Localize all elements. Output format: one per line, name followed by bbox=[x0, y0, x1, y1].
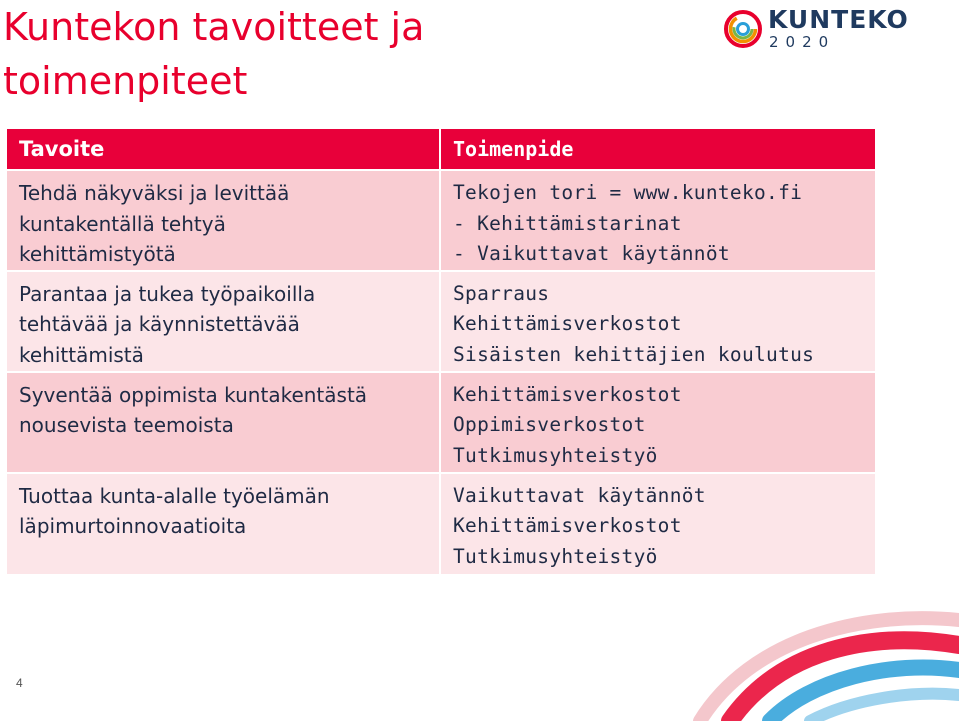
action-cell bbox=[440, 170, 875, 271]
action-line: Sparraus bbox=[453, 281, 550, 305]
action-line: Kehittämisverkostot bbox=[453, 382, 682, 406]
slide-title bbox=[3, 0, 563, 108]
logo-year: 2020 bbox=[769, 33, 836, 51]
goal-line: kuntakentällä tehtyä bbox=[19, 211, 226, 236]
action-line: Tekojen tori = www.kunteko.fi bbox=[453, 181, 803, 204]
kunteko-logo-rings-icon bbox=[722, 4, 766, 54]
goal-line: tehtävää ja käynnistettävää bbox=[19, 312, 300, 336]
goal-line: nousevista teemoista bbox=[19, 413, 234, 437]
table-row bbox=[7, 372, 875, 473]
action-cell bbox=[440, 473, 875, 574]
logo-name: KUNTEKO bbox=[768, 5, 909, 34]
header-goal: Tavoite bbox=[7, 129, 440, 170]
action-line: Vaikuttavat käytännöt bbox=[453, 483, 706, 507]
table-row bbox=[7, 170, 875, 271]
action-cell bbox=[440, 271, 875, 372]
goal-cell bbox=[7, 372, 440, 473]
action-line: Tutkimusyhteistyö bbox=[453, 544, 658, 568]
page-number: 4 bbox=[16, 676, 23, 690]
action-line: Kehittämisverkostot bbox=[453, 514, 682, 537]
table-header-row bbox=[7, 129, 875, 170]
kunteko-logo bbox=[722, 4, 912, 54]
goal-line: Syventää oppimista kuntakentästä bbox=[19, 382, 368, 407]
goals-actions-table bbox=[7, 129, 875, 574]
goal-line: kehittämistä bbox=[19, 342, 144, 367]
action-line: Kehittämisverkostot bbox=[453, 312, 682, 335]
action-line: Sisäisten kehittäjien koulutus bbox=[453, 342, 815, 366]
goal-line: Parantaa ja tukea työpaikoilla bbox=[19, 281, 316, 306]
action-line: - Vaikuttavat käytännöt bbox=[453, 242, 730, 265]
table-row bbox=[7, 271, 875, 372]
goal-cell bbox=[7, 271, 440, 372]
table-row bbox=[7, 473, 875, 574]
slide-title-line-2: toimenpiteet bbox=[3, 59, 248, 103]
header-action: Toimenpide bbox=[440, 129, 875, 170]
goal-line: Tuottaa kunta-alalle työelämän bbox=[19, 483, 330, 508]
goal-cell bbox=[7, 473, 440, 574]
goal-line: Tehdä näkyväksi ja levittää bbox=[19, 181, 290, 205]
slide-title-line-1: Kuntekon tavoitteet ja bbox=[3, 5, 425, 49]
action-cell bbox=[440, 372, 875, 473]
goal-line: läpimurtoinnovaatioita bbox=[19, 514, 247, 538]
goal-line: kehittämistyötä bbox=[19, 242, 176, 266]
action-line: - Kehittämistarinat bbox=[453, 211, 682, 235]
action-line: Tutkimusyhteistyö bbox=[453, 443, 658, 467]
decorative-swoosh-icon bbox=[690, 600, 959, 721]
goal-cell bbox=[7, 170, 440, 271]
action-line: Oppimisverkostot bbox=[453, 413, 646, 436]
